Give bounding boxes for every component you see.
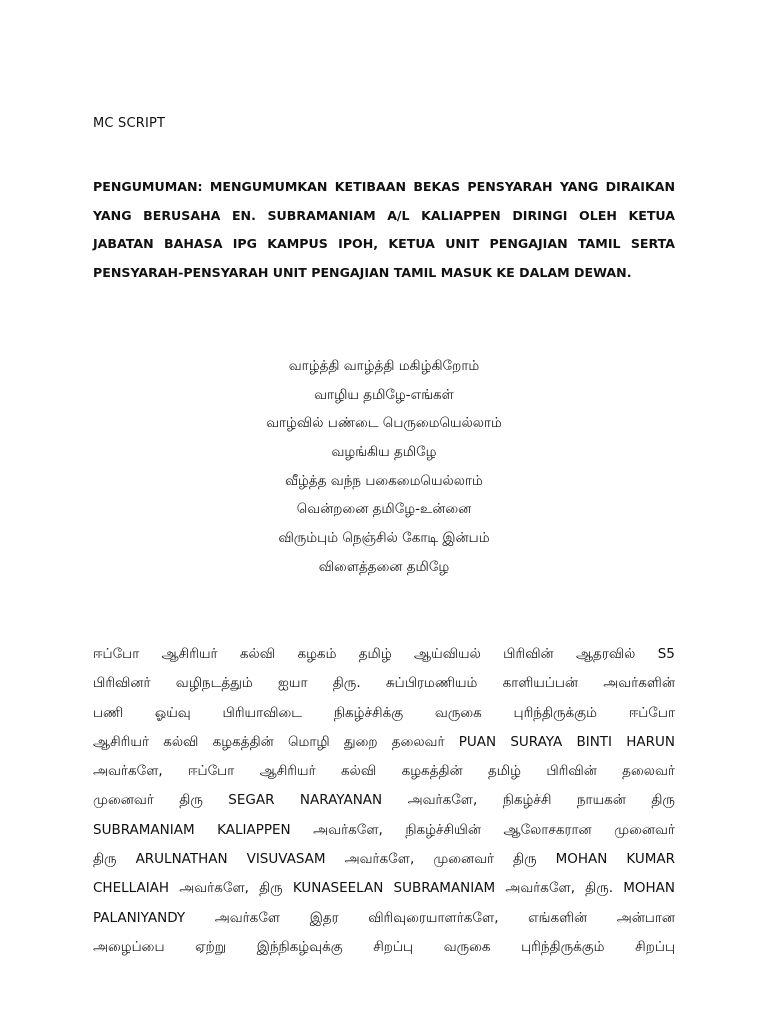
- paragraph-word: நாயகன்: [576, 792, 626, 809]
- paragraph-word: தமிழ்: [488, 763, 521, 780]
- paragraph-word: SEGAR: [228, 792, 275, 809]
- paragraph-word: திரு: [179, 792, 203, 809]
- paragraph-word: வருகை: [434, 704, 482, 721]
- poem-block: [0, 352, 768, 582]
- poem-line: விரும்பும் நெஞ்சில் கோடி இன்பம்: [278, 530, 490, 547]
- poem-line: வாழ்த்தி வாழ்த்தி மகிழ்கிறோம்: [288, 358, 480, 374]
- paragraph-word: ஆசிரியர்: [161, 646, 218, 662]
- paragraph-word: VISUVASAM: [246, 851, 326, 868]
- paragraph-word: அவர்களே,: [407, 792, 478, 809]
- paragraph-word: புரிந்திருக்கும்: [513, 704, 597, 721]
- poem-line: வாழிய தமிழே-எங்கள்: [314, 386, 454, 403]
- paragraph-word: ஏற்று: [195, 938, 227, 955]
- paragraph-word: ஆய்வியல்: [414, 646, 481, 662]
- paragraph-word: வழிநடத்தும்: [175, 675, 253, 692]
- paragraph-word: முனைவர்: [614, 821, 675, 838]
- paragraph-word: ஐயா: [278, 675, 308, 692]
- paragraph-word: சிறப்பு: [635, 938, 675, 955]
- paragraph-word: இதர: [309, 909, 339, 926]
- paragraph-word: கல்வி: [341, 763, 377, 780]
- paragraph-word: NARAYANAN: [299, 792, 383, 809]
- paragraph-line: [93, 757, 675, 786]
- paragraph-word: கல்வி: [163, 733, 199, 750]
- paragraph-line: [93, 933, 675, 962]
- paragraph-word: கல்வி: [239, 646, 276, 662]
- paragraph-word: பிரிவின்: [546, 763, 597, 780]
- paragraph-word: SUBRAMANIAM: [93, 821, 195, 838]
- paragraph-word: முனைவர்: [433, 851, 495, 868]
- paragraph-word: அவர்களே: [214, 909, 281, 926]
- paragraph-line: [93, 874, 675, 903]
- paragraph-word: ஓய்வு: [154, 704, 191, 721]
- paragraph-word: PUAN: [458, 733, 497, 750]
- paragraph-word: காளியப்பன்: [502, 675, 579, 692]
- paragraph-word: கழகத்தின்: [212, 733, 274, 750]
- paragraph-word: நிகழ்ச்சியின்: [405, 821, 481, 838]
- paragraph-word: சுப்பிரமணியம்: [385, 675, 478, 692]
- paragraph-word: ஆலோசகரான: [503, 821, 592, 838]
- paragraph-word: நிகழ்ச்சி: [502, 792, 552, 809]
- paragraph-word: ஈப்போ: [188, 763, 235, 780]
- welcome-paragraph: [93, 640, 675, 962]
- paragraph-word: திரு: [513, 851, 537, 868]
- paragraph-line: [93, 728, 675, 757]
- paragraph-word: திரு.: [332, 675, 361, 692]
- paragraph-word: அவர்களே,: [93, 763, 163, 780]
- paragraph-line: [93, 669, 675, 698]
- paragraph-word: சிறப்பு: [373, 938, 414, 955]
- paragraph-word: KUMAR: [626, 851, 675, 868]
- paragraph-word: அவர்களே,: [344, 851, 415, 868]
- paragraph-word: அவர்களின்: [603, 675, 675, 692]
- poem-line: வழங்கிய தமிழே: [331, 444, 437, 461]
- paragraph-word: நிகழ்ச்சிக்கு: [333, 704, 404, 721]
- paragraph-word: தமிழ்: [358, 646, 392, 662]
- paragraph-word: அவர்களே,: [505, 880, 575, 897]
- paragraph-word: பிரிவினர்: [93, 675, 151, 692]
- paragraph-word: திரு: [93, 851, 117, 868]
- paragraph-word: திரு: [259, 880, 283, 897]
- paragraph-word: திரு: [651, 792, 675, 809]
- paragraph-word: திரு.: [585, 880, 614, 897]
- paragraph-word: வருகை: [443, 938, 491, 955]
- paragraph-word: அவர்களே,: [313, 821, 383, 838]
- paragraph-line: [93, 640, 675, 669]
- paragraph-word: ஈப்போ: [93, 646, 140, 662]
- paragraph-word: PALANIYANDY: [93, 909, 186, 926]
- paragraph-word: SURAYA: [510, 733, 563, 750]
- paragraph-word: ஆதரவில்: [575, 646, 636, 662]
- paragraph-word: எங்களின்: [528, 909, 588, 926]
- poem-line: வென்றனை தமிழே-உன்னை: [296, 501, 472, 518]
- paragraph-word: KALIAPPEN: [217, 821, 291, 838]
- paragraph-word: MOHAN: [555, 851, 608, 868]
- paragraph-word: ஈப்போ: [628, 704, 675, 721]
- paragraph-word: ஆசிரியர்: [93, 733, 149, 750]
- paragraph-word: புரிந்திருக்கும்: [521, 938, 605, 955]
- paragraph-word: பிரியாவிடை: [222, 704, 303, 721]
- paragraph-word: MOHAN: [623, 880, 675, 897]
- poem-line: வீழ்த்த வந்ந பகைமையெல்லாம்: [285, 472, 483, 489]
- paragraph-line: [93, 845, 675, 874]
- paragraph-word: விரிவுரையாளர்களே,: [368, 909, 499, 926]
- paragraph-word: ஆசிரியர்: [259, 763, 316, 780]
- paragraph-word: தலைவர்: [391, 733, 445, 750]
- paragraph-line: [93, 816, 675, 845]
- paragraph-word: மொழி: [287, 733, 330, 750]
- paragraph-word: S5: [657, 646, 675, 662]
- paragraph-word: BINTI: [576, 733, 613, 750]
- announcement-paragraph: PENGUMUMAN: MENGUMUMKAN KETIBAAN BEKAS PENSYARAH YANG DIRAIKAN YANG BERUSAHA EN. SUBRAMANIAM A/L KALIAPPEN DIRINGI OLEH KETUA JABATAN BAHASA IPG KAMPUS IPOH, KETUA UNIT PENGAJIAN TAMIL SERTA PENSYARAH-PENSYARAH UNIT PENGAJIAN TAMIL MASUK KE DALAM DEWAN.: [93, 179, 675, 281]
- paragraph-line: [93, 904, 675, 933]
- paragraph-word: தலைவர்: [622, 763, 675, 780]
- paragraph-line: [93, 699, 675, 728]
- paragraph-word: அன்பான: [616, 909, 675, 926]
- paragraph-word: துறை: [343, 733, 378, 750]
- document-heading: MC SCRIPT: [93, 116, 166, 131]
- paragraph-word: HARUN: [626, 733, 675, 750]
- paragraph-word: கழகம்: [297, 646, 337, 662]
- poem-line: வாழ்வில் பண்டை பெருமையெல்லாம்: [266, 415, 502, 432]
- paragraph-word: பணி: [93, 704, 124, 721]
- paragraph-word: பிரிவின்: [503, 646, 554, 662]
- paragraph-word: கழகத்தின்: [401, 763, 463, 780]
- paragraph-word: CHELLAIAH: [93, 880, 170, 897]
- poem-line: விளைத்தனை தமிழே: [318, 558, 450, 575]
- paragraph-word: KUNASEELAN: [292, 880, 384, 897]
- paragraph-word: அவர்களே,: [179, 880, 249, 897]
- paragraph-word: அழைப்பை: [93, 938, 165, 955]
- paragraph-word: ARULNATHAN: [135, 851, 228, 868]
- paragraph-word: இந்நிகழ்வுக்கு: [256, 938, 343, 955]
- paragraph-word: SUBRAMANIAM: [393, 880, 496, 897]
- paragraph-word: முனைவர்: [93, 792, 154, 809]
- paragraph-line: [93, 786, 675, 815]
